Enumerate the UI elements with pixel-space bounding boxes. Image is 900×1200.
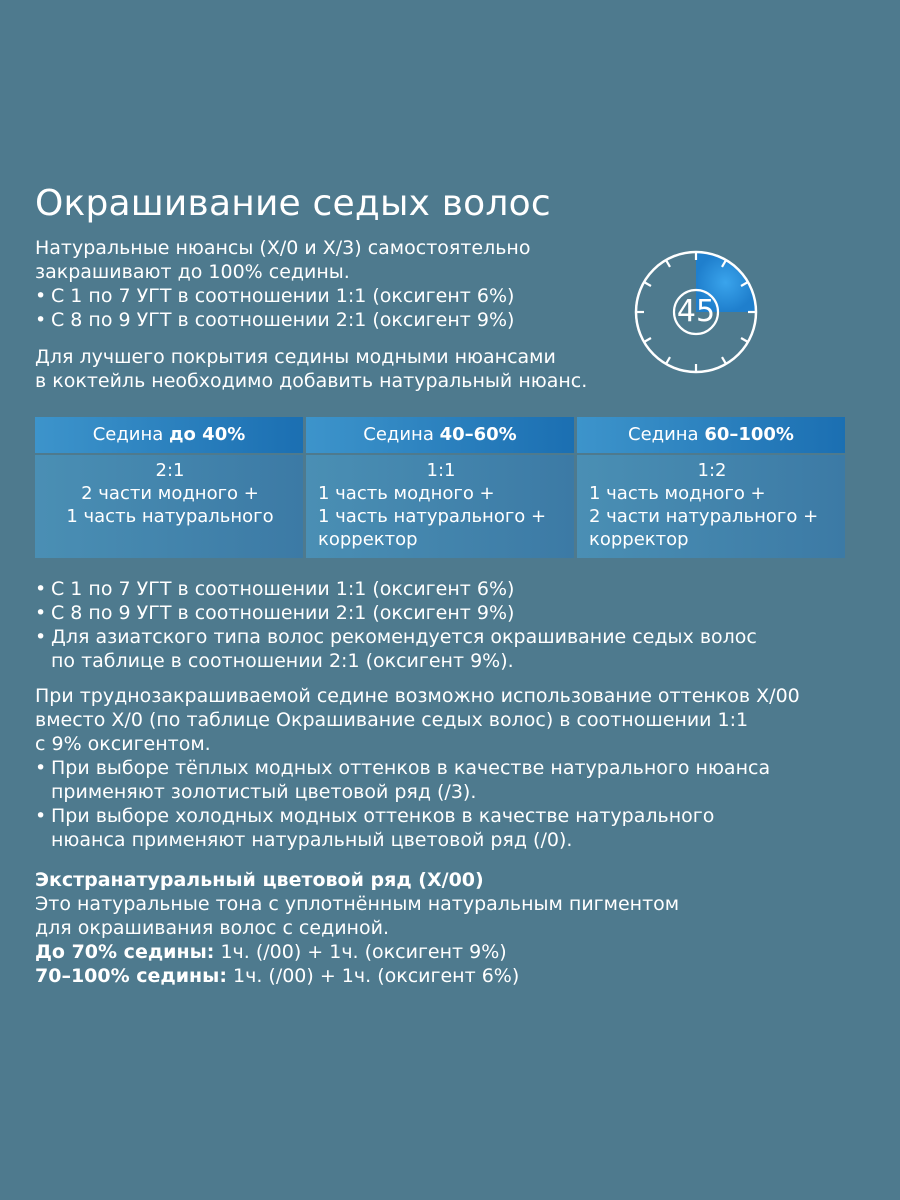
bullet-text: С 1 по 7 УГТ в соотношении 1:1 (оксигент 6%) [51,285,515,307]
bullet-text: С 1 по 7 УГТ в соотношении 1:1 (оксигент 6%) [51,578,515,600]
header-prefix: Седина [363,424,440,445]
ratio-value: 2:1 [155,460,185,481]
bullet-icon: • [35,626,47,648]
bullet-icon: • [35,285,47,307]
bullet-text: При выборе тёплых модных оттенков в качестве натурального нюанса [51,757,771,779]
bullet-text: нюанса применяют натуральный цветовой ряд (/0). [51,829,573,851]
cell-line: 1 часть модного + [589,483,766,504]
table-column [306,417,574,558]
intro-paragraph-line: Для лучшего покрытия седины модными нюансами [35,346,556,368]
table-cell [306,455,574,558]
paragraph-line: вместо X/0 (по таблице Окрашивание седых волос) в соотношении 1:1 [35,709,749,731]
paragraph-line: с 9% оксигентом. [35,733,211,755]
paragraph-line: При труднозакрашиваемой седине возможно использование оттенков X/00 [35,685,800,707]
intro-text-line: закрашивают до 100% седины. [35,261,350,283]
table-column [35,417,303,558]
note-bullet [35,756,855,804]
table-column-header [306,417,574,453]
bullet-icon: • [35,309,47,331]
timer-value: 45 [676,294,716,329]
note-bullet [35,577,855,601]
cell-line: 1 часть натурального [66,506,274,527]
extra-row-value: 1ч. (/00) + 1ч. (оксигент 6%) [226,965,520,987]
bullet-text: С 8 по 9 УГТ в соотношении 2:1 (оксигент 9%) [51,309,515,331]
note-bullet [35,804,855,852]
ratio-value: 1:1 [426,460,456,481]
table-column [577,417,845,558]
bullet-text: применяют золотистый цветовой ряд (/3). [51,781,477,803]
bullet-text: При выборе холодных модных оттенков в качестве натурального [51,805,715,827]
intro-paragraph-line: в коктейль необходимо добавить натуральный нюанс. [35,370,588,392]
extra-row [35,964,855,988]
extra-text-line: Это натуральные тона с уплотнённым натуральным пигментом [35,893,680,915]
header-value: 40–60% [439,424,517,445]
intro-text-line: Натуральные нюансы (X/0 и X/3) самостоятельно [35,237,531,259]
header-value: до 40% [169,424,246,445]
bullet-icon: • [35,757,47,779]
table-column-header [35,417,303,453]
ratio-value: 1:2 [697,460,727,481]
notes-section [35,577,855,988]
extra-row-label: 70–100% седины: [35,965,227,987]
extra-heading: Экстранатуральный цветовой ряд (X/00) [35,869,484,891]
bullet-icon: • [35,578,47,600]
cell-line: 1 часть натурального + [318,506,547,527]
bullet-icon: • [35,805,47,827]
cell-line: корректор [589,529,689,550]
bullet-text: С 8 по 9 УГТ в соотношении 2:1 (оксигент 9%) [51,602,515,624]
extra-text-line: для окрашивания волос с сединой. [35,917,389,939]
page-title: Окрашивание седых волос [35,183,551,224]
cell-line: 1 часть модного + [318,483,495,504]
table-cell [577,455,845,558]
bullet-text: по таблице в соотношении 2:1 (оксигент 9%). [51,650,514,672]
cell-line: 2 части натурального + [589,506,819,527]
extra-row [35,940,855,964]
intro-bullet [35,308,635,332]
note-bullet [35,601,855,625]
cell-line: 2 части модного + [81,483,259,504]
table-column-header [577,417,845,453]
header-prefix: Седина [628,424,705,445]
extra-row-label: До 70% седины: [35,941,215,963]
intro-bullet [35,284,635,308]
table-cell [35,455,303,558]
extra-row-value: 1ч. (/00) + 1ч. (оксигент 9%) [214,941,507,963]
timer-icon [631,247,761,377]
bullet-text: Для азиатского типа волос рекомендуется окрашивание седых волос [51,626,757,648]
header-value: 60–100% [704,424,794,445]
cell-line: корректор [318,529,418,550]
note-bullet [35,625,855,673]
intro-section [35,236,635,393]
header-prefix: Седина [92,424,170,445]
grey-coverage-table [35,417,845,558]
bullet-icon: • [35,602,47,624]
